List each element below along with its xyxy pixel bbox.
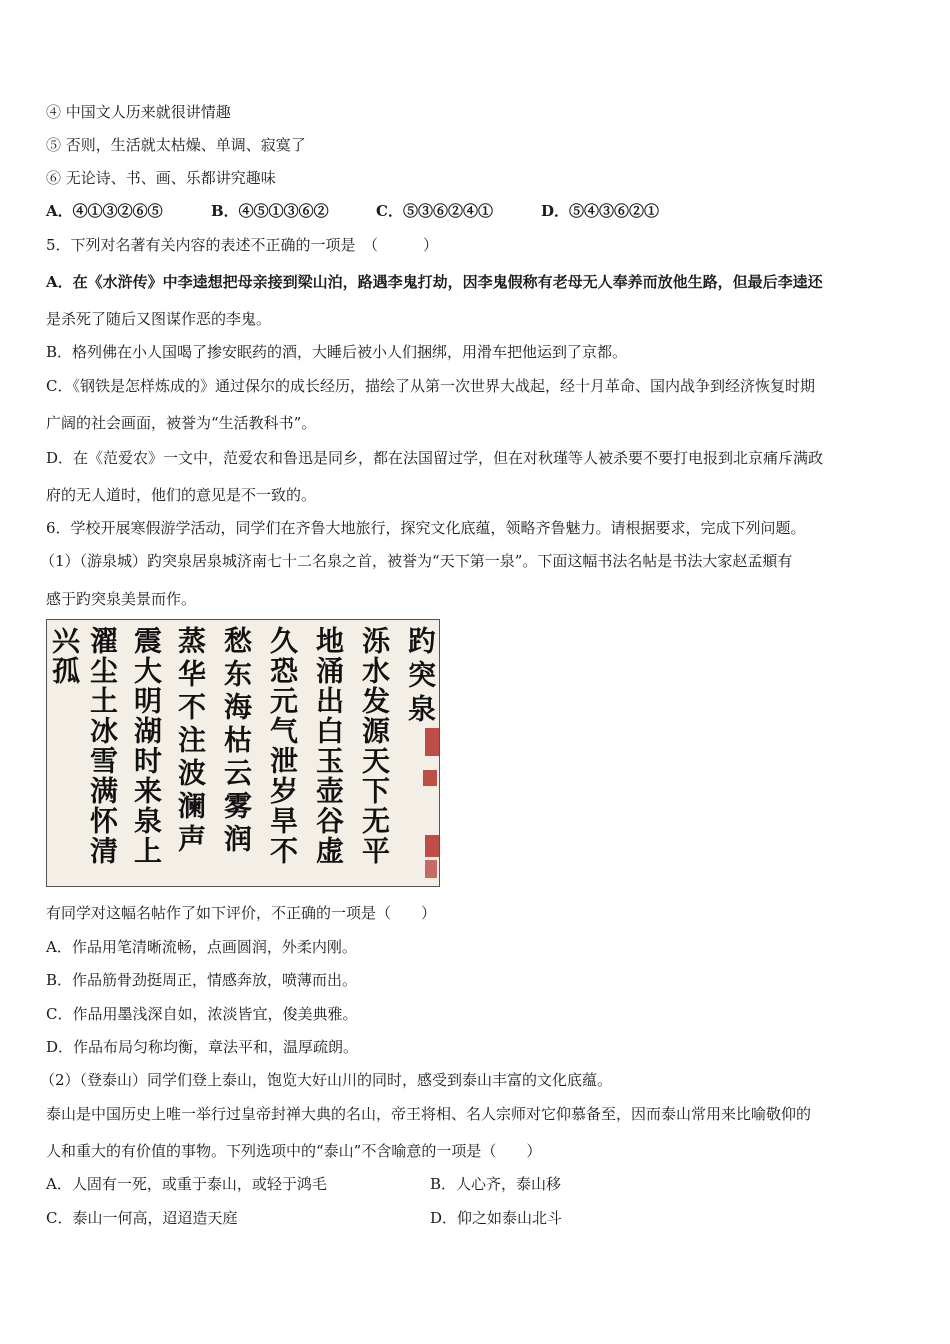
calli-col-7 [123, 626, 169, 866]
q5-option-a-text: A．在《水浒传》中李逵想把母亲接到梁山泊，路遇李鬼打劫，因李鬼假称有老母无人奉养而放他生路，但最后李逵还 [46, 273, 823, 291]
q6-stem: 6．学校开展寒假游学活动，同学们在齐鲁大地旅行，探究文化底蕴，领略齐鲁魅力。请根据要求，完成下列问题。 [46, 519, 806, 537]
calli-text-2: 泺水发源天下无平 [358, 626, 391, 866]
calli-text-9: 兴孤 [48, 626, 81, 686]
calli-col-6 [167, 626, 213, 857]
calli-col-9 [46, 626, 87, 686]
calli-text-5: 愁东海枯云雾润 [220, 626, 253, 857]
calli-text-3: 地涌出白玉壶谷虚 [312, 626, 345, 866]
q5-option-a-line2: 是杀死了随后又图谋作恶的李鬼。 [46, 310, 272, 328]
q6-eval-option-b: B．作品筋骨劲挺周正，情感奔放，喷薄而出。 [46, 971, 358, 989]
q6-part1-line2: 感于趵突泉美景而作。 [46, 590, 197, 608]
calli-text-8: 濯尘土冰雪满怀清 [86, 626, 119, 866]
seal-stamp-3 [425, 835, 439, 857]
q6-part1-line1: （1）（游泉城）趵突泉居泉城济南七十二名泉之首，被誉为“天下第一泉”。下面这幅书法名帖是书法大家赵孟頫有 [40, 552, 793, 570]
q6-part2-option-b: B．人心齐，泰山移 [430, 1175, 562, 1193]
q5-option-d-line2: 府的无人道时，他们的意见是不一致的。 [46, 486, 317, 504]
q5-option-a-line1 [46, 272, 823, 292]
calli-text-4: 久恐元气泄岁旱不 [266, 626, 299, 866]
seal-stamp-4 [425, 860, 437, 878]
q6-part2-text-line2: 人和重大的有价值的事物。下列选项中的“泰山”不含喻意的一项是（ ） [46, 1142, 542, 1160]
calli-col-5 [213, 626, 259, 857]
q5-option-d-line1: D．在《范爱农》一文中，范爱农和鲁迅是同乡，都在法国留过学，但在对秋瑾等人被杀要不要打电报到北京痛斥满政 [46, 449, 824, 467]
q6-part2-text-line1: 泰山是中国历史上唯一举行过皇帝封禅大典的名山，帝王将相、名人宗师对它仰慕备至，因而泰山常用来比喻敬仰的 [46, 1105, 812, 1123]
calli-col-3 [305, 626, 351, 866]
q6-part2-option-d: D．仰之如泰山北斗 [430, 1209, 563, 1227]
seal-stamp-2 [423, 770, 437, 786]
q4-option-b: B．④⑤①③⑥② [211, 202, 329, 220]
q6-part2-option-a: A．人固有一死，或重于泰山，或轻于鸿毛 [46, 1175, 327, 1193]
seal-stamp-1 [425, 728, 440, 756]
q4-option-d: D．⑤④③⑥②① [541, 202, 660, 220]
calligraphy-image [46, 619, 440, 887]
calli-col-2 [351, 626, 397, 866]
q5-option-c-line1: C．《钢铁是怎样炼成的》通过保尔的成长经历，描绘了从第一次世界大战起，经十月革命、国内战争到经济恢复时期 [46, 377, 815, 395]
q6-eval-option-c: C．作品用墨浅深自如，浓淡皆宜，俊美典雅。 [46, 1005, 358, 1023]
q6-eval-option-d: D．作品布局匀称均衡，章法平和，温厚疏朗。 [46, 1038, 359, 1056]
q6-part2-option-c: C．泰山一何高，迢迢造天庭 [46, 1209, 238, 1227]
calli-col-1 [397, 626, 440, 728]
q6-eval-stem: 有同学对这幅名帖作了如下评价，不正确的一项是（ ） [46, 904, 437, 922]
q4-option-a: A．④①③②⑥⑤ [46, 202, 163, 220]
q6-part2: （2）（登泰山）同学们登上泰山，饱览大好山川的同时，感受到泰山丰富的文化底蕴。 [40, 1071, 613, 1089]
item-6: ⑥ 无论诗、书、画、乐都讲究趣味 [46, 169, 276, 187]
q4-options [46, 201, 659, 221]
q5-option-c-line2: 广阔的社会画面，被誉为“生活教科书”。 [46, 414, 317, 432]
q6-eval-option-a: A．作品用笔清晰流畅，点画圆润，外柔内刚。 [46, 938, 357, 956]
q5-stem: 5．下列对名著有关内容的表述不正确的一项是 （ ） [46, 236, 439, 254]
item-4: ④ 中国文人历来就很讲情趣 [46, 103, 231, 121]
q5-option-b: B．格列佛在小人国喝了掺安眠药的酒，大睡后被小人们捆绑，用滑车把他运到了京都。 [46, 343, 628, 361]
calli-text-7: 震大明湖时来泉上 [130, 626, 163, 866]
q4-option-c: C．⑤③⑥②④① [376, 202, 493, 220]
calli-col-4 [259, 626, 305, 866]
calli-text-6: 蒸华不注波澜声 [174, 626, 207, 857]
calli-text-1: 趵突泉 [404, 626, 437, 728]
item-5: ⑤ 否则，生活就太枯燥、单调、寂寞了 [46, 136, 306, 154]
